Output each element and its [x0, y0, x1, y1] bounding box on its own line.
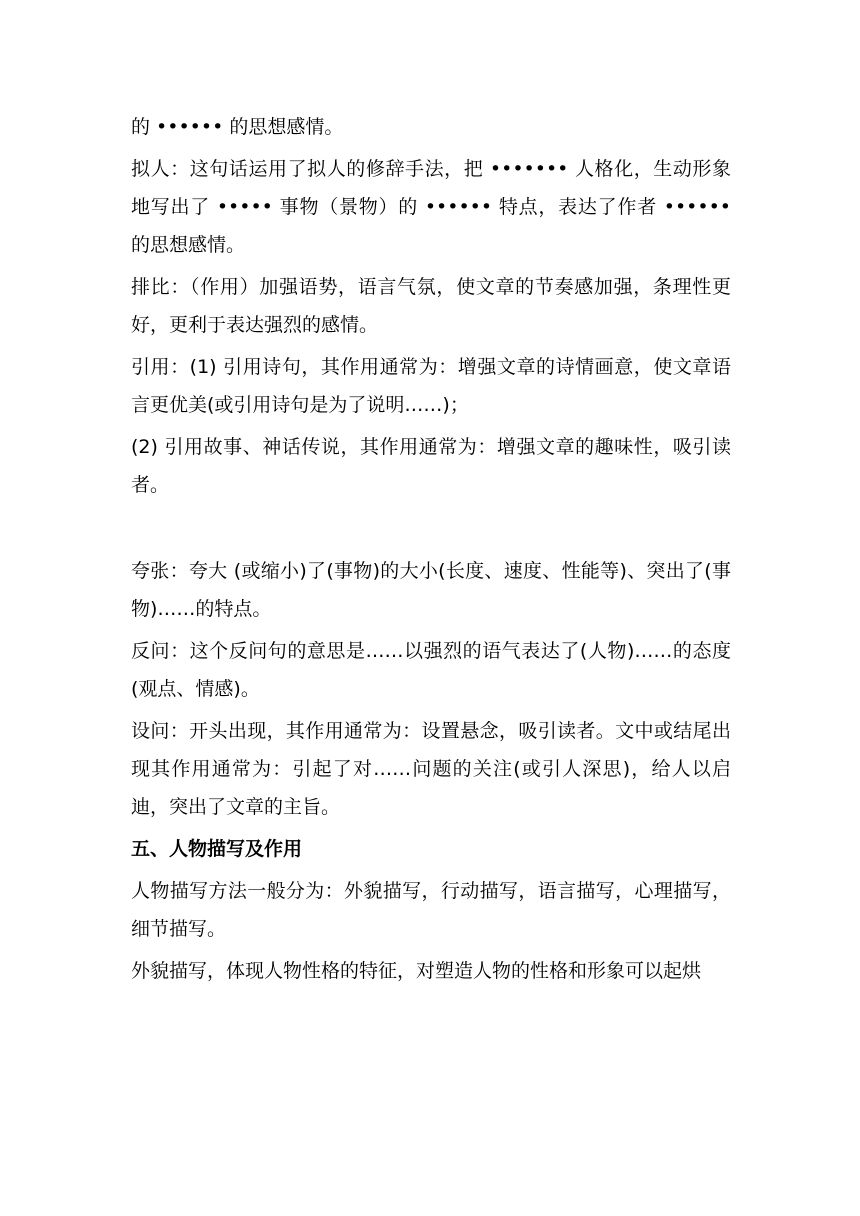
paragraph-self-question: 设问：开头出现，其作用通常为：设置悬念，吸引读者。文中或结尾出现其作用通常为：引起了对……问题的关注(或引人深思)，给人以启迪，突出了文章的主旨。 [131, 720, 731, 818]
paragraph-personification: 拟人：这句话运用了拟人的修辞手法，把 ••••••• 人格化，生动形象地写出了 ••••• 事物（景物）的 •••••• 特点，表达了作者 •••••• 的思想感情。 [131, 158, 731, 256]
paragraph-parallelism: 排比：（作用）加强语势，语言气氛，使文章的节奏感加强，条理性更好，更利于表达强烈的感情。 [131, 276, 731, 336]
paragraph-appearance-description: 外貌描写，体现人物性格的特征，对塑造人物的性格和形象可以起烘 [131, 960, 702, 982]
paragraph-rhetorical-question: 反问：这个反问句的意思是……以强烈的语气表达了(人物)……的态度(观点、情感)。 [131, 640, 731, 700]
section-heading-character-description: 五、人物描写及作用 [131, 838, 303, 860]
paragraph-hyperbole: 夸张：夸大 (或缩小)了(事物)的大小(长度、速度、性能等)、突出了(事物)……的特点。 [131, 560, 731, 620]
paragraph-quotation-story: (2) 引用故事、神话传说，其作用通常为：增强文章的趣味性，吸引读者。 [131, 436, 731, 496]
paragraph-quotation-poetry: 引用：(1) 引用诗句，其作用通常为：增强文章的诗情画意，使文章语言更优美(或引用诗句是为了说明……)； [131, 356, 731, 416]
document-body [131, 108, 731, 994]
paragraph-description-methods: 人物描写方法一般分为：外貌描写，行动描写，语言描写，心理描写，细节描写。 [131, 880, 731, 940]
paragraph-emotion-ending: 的 •••••• 的思想感情。 [131, 116, 344, 138]
